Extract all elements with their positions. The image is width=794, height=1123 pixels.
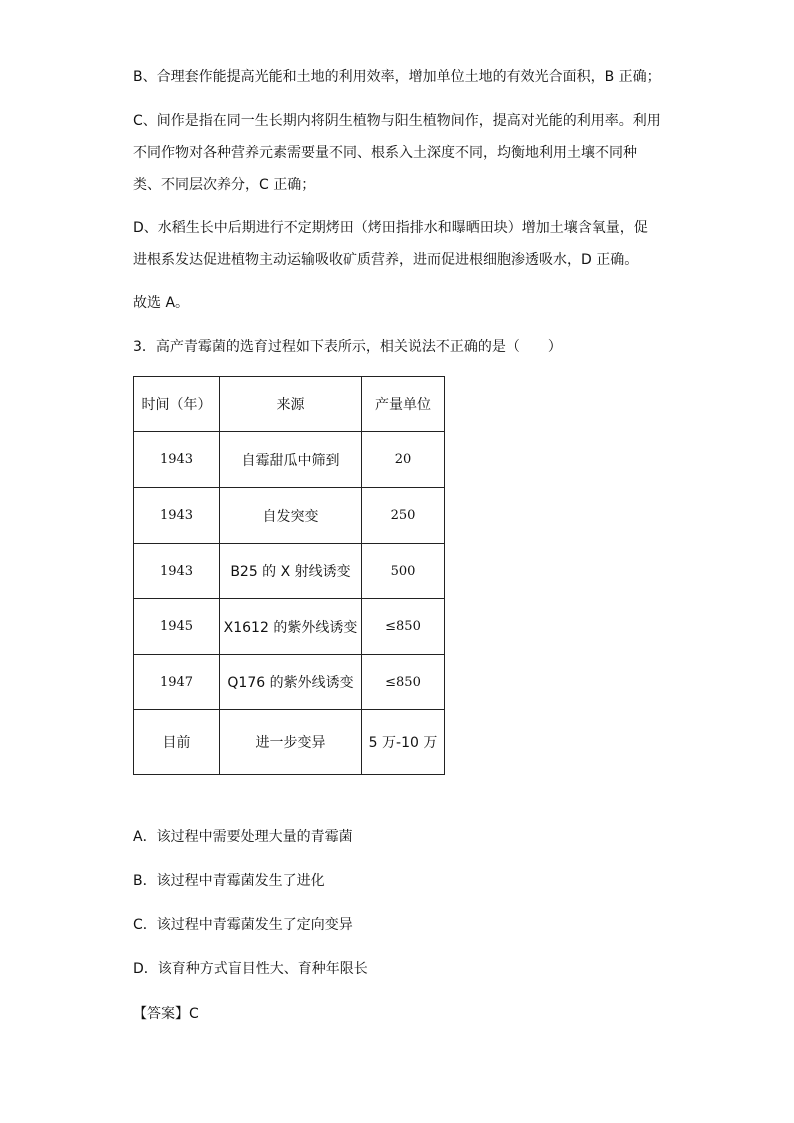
year-cell: 1943 — [134, 432, 220, 488]
table-row — [134, 599, 445, 655]
option-c: C．该过程中青霉菌发生了定向变异 — [133, 917, 353, 933]
option-d: D．该育种方式盲目性大、育种年限长 — [133, 961, 368, 977]
table-row — [134, 432, 445, 488]
yield-cell: ≤850 — [362, 599, 445, 655]
year-cell: 1943 — [134, 488, 220, 544]
header-cell-yield: 产量单位 — [362, 377, 445, 432]
table-header-row — [134, 377, 445, 432]
explanation-text-line: D、水稻生长中后期进行不定期烤田（烤田指排水和曝晒田块）增加土壤含氧量，促 — [133, 220, 648, 236]
explanation-text-line: B、合理套作能提高光能和土地的利用效率，增加单位土地的有效光合面积，B 正确； — [133, 69, 661, 85]
year-cell: 1947 — [134, 655, 220, 710]
year-cell: 目前 — [134, 710, 220, 775]
explanation-option-c — [133, 105, 673, 201]
yield-cell: 500 — [362, 544, 445, 599]
yield-cell: 5 万-10 万 — [362, 710, 445, 775]
yield-cell: ≤850 — [362, 655, 445, 710]
answer-line: 【答案】C — [133, 1006, 199, 1022]
source-cell: X1612 的紫外线诱变 — [220, 599, 362, 655]
source-cell: 自霉甜瓜中筛到 — [220, 432, 362, 488]
table-row — [134, 488, 445, 544]
option-b: B．该过程中青霉菌发生了进化 — [133, 873, 325, 889]
year-cell: 1943 — [134, 544, 220, 599]
source-cell: 进一步变异 — [220, 710, 362, 775]
source-cell: Q176 的紫外线诱变 — [220, 655, 362, 710]
explanation-option-d — [133, 212, 673, 276]
source-cell: 自发突变 — [220, 488, 362, 544]
question-stem: 3．高产青霉菌的选育过程如下表所示，相关说法不正确的是（ ） — [133, 339, 562, 355]
yield-cell: 20 — [362, 432, 445, 488]
yield-cell: 250 — [362, 488, 445, 544]
explanation-text-line: 不同作物对各种营养元素需要量不同、根系入土深度不同，均衡地利用土壤不同种 — [133, 145, 637, 161]
source-cell: B25 的 X 射线诱变 — [220, 544, 362, 599]
explanation-text-line: C、间作是指在同一生长期内将阴生植物与阳生植物间作，提高对光能的利用率。利用 — [133, 113, 661, 129]
year-cell: 1945 — [134, 599, 220, 655]
table-row — [134, 544, 445, 599]
header-cell-source: 来源 — [220, 377, 362, 432]
explanation-text-line: 进根系发达促进植物主动运输吸收矿质营养，进而促进根细胞渗透吸水，D 正确。 — [133, 252, 639, 268]
explanation-text-line: 类、不同层次养分，C 正确； — [133, 177, 316, 193]
breeding-table — [133, 376, 445, 775]
header-cell-year: 时间（年） — [134, 377, 220, 432]
option-a: A．该过程中需要处理大量的青霉菌 — [133, 829, 353, 845]
table-row — [134, 710, 445, 775]
explanation-option-b — [133, 61, 673, 93]
table-row — [134, 655, 445, 710]
explanation-conclusion: 故选 A。 — [133, 295, 190, 311]
